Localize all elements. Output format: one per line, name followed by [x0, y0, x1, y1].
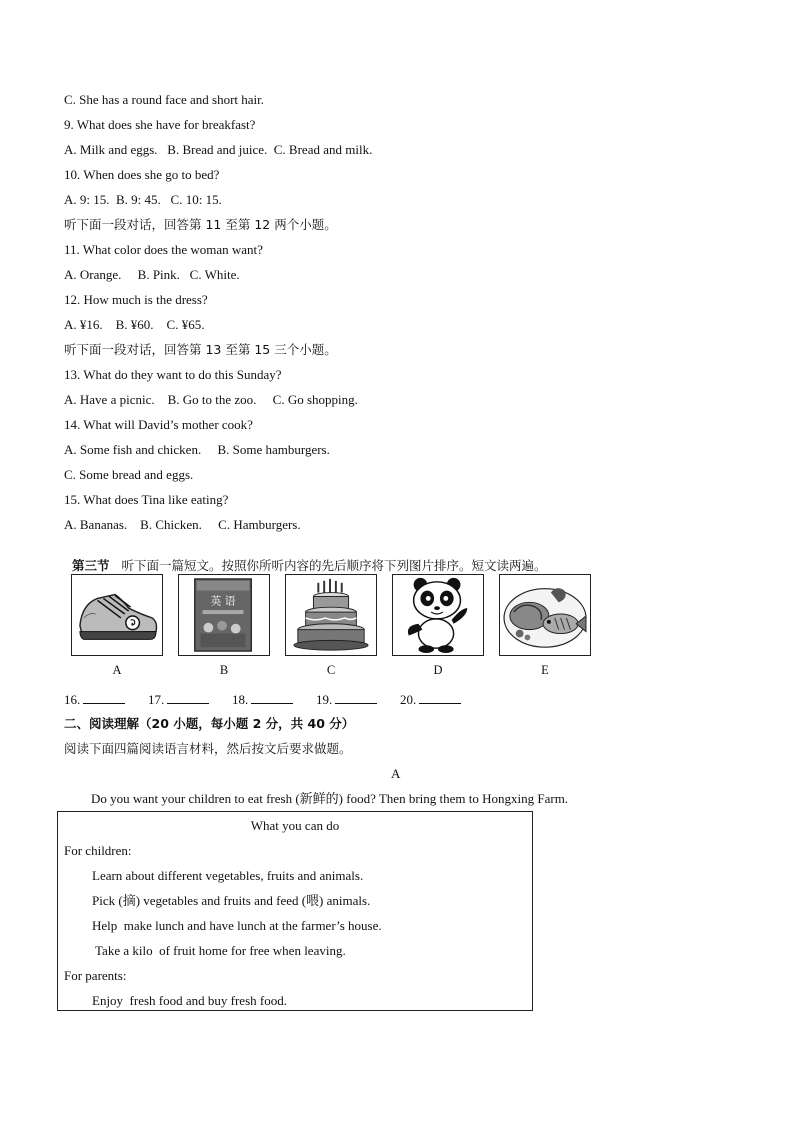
question-9: 9. What does she have for breakfast?	[64, 117, 256, 132]
blank-line[interactable]	[419, 691, 461, 704]
options-14-c: C. Some bread and eggs.	[64, 467, 194, 482]
options-9: A. Milk and eggs. B. Bread and juice. C. Bread and milk.	[64, 142, 373, 157]
blank-number: 19.	[316, 692, 333, 707]
part2-heading: 二、阅读理解（20 小题，每小题 2 分，共 40 分）	[64, 716, 355, 731]
dialogue-instruction: 听下面一段对话，回答第 13 至第 15 三个小题。	[64, 342, 337, 357]
food-plate-icon	[500, 575, 590, 655]
answer-blank-17[interactable]	[148, 691, 209, 708]
blank-line[interactable]	[167, 691, 209, 704]
blank-line[interactable]	[335, 691, 377, 704]
picture-label-c: C	[326, 663, 336, 677]
options-15: A. Bananas. B. Chicken. C. Hamburgers.	[64, 517, 301, 532]
passage-label: A	[391, 766, 401, 781]
picture-d	[392, 574, 484, 656]
question-13: 13. What do they want to do this Sunday?	[64, 367, 282, 382]
question-11: 11. What color does the woman want?	[64, 242, 263, 257]
panda-icon	[393, 575, 483, 655]
section3-instruction: 听下面一篇短文。按照你所听内容的先后顺序将下列图片排序。短文读两遍。	[121, 558, 547, 573]
english-book-icon	[179, 575, 269, 655]
option-line: C. She has a round face and short hair.	[64, 92, 265, 107]
passage-intro: Do you want your children to eat fresh (新鲜的) food? Then bring them to Hongxing Farm.	[91, 791, 569, 806]
picture-c	[285, 574, 377, 656]
options-12: A. ¥16. B. ¥60. C. ¥65.	[64, 317, 205, 332]
picture-label-d: D	[433, 663, 443, 677]
blank-line[interactable]	[251, 691, 293, 704]
list-item: Enjoy fresh food and buy fresh food.	[92, 993, 287, 1008]
sneaker-icon	[72, 575, 162, 655]
question-12: 12. How much is the dress?	[64, 292, 208, 307]
children-heading: For children:	[64, 843, 132, 858]
parents-heading: For parents:	[64, 968, 127, 983]
section3-header	[64, 542, 546, 574]
picture-a	[71, 574, 163, 656]
answer-blank-19[interactable]	[316, 691, 377, 708]
table-title: What you can do	[250, 818, 340, 833]
picture-label-b: B	[219, 663, 229, 677]
picture-b	[178, 574, 270, 656]
options-14: A. Some fish and chicken. B. Some hamburgers.	[64, 442, 330, 457]
question-15: 15. What does Tina like eating?	[64, 492, 229, 507]
picture-label-e: E	[541, 663, 549, 677]
birthday-cake-icon	[286, 575, 376, 655]
picture-label-a: A	[112, 663, 122, 677]
options-11: A. Orange. B. Pink. C. White.	[64, 267, 240, 282]
answer-blank-16[interactable]	[64, 691, 125, 708]
list-item: Help make lunch and have lunch at the farmer’s house.	[92, 918, 382, 933]
book-title: 英 语	[210, 594, 236, 608]
blank-number: 17.	[148, 692, 165, 707]
blank-number: 20.	[400, 692, 417, 707]
list-item: Take a kilo of fruit home for free when leaving.	[92, 943, 346, 958]
list-item: Pick (摘) vegetables and fruits and feed (喂) animals.	[92, 893, 371, 908]
dialogue-instruction: 听下面一段对话，回答第 11 至第 12 两个小题。	[64, 217, 337, 232]
answer-blank-20[interactable]	[400, 691, 461, 708]
farm-activity-table	[57, 811, 533, 1011]
blank-number: 16.	[64, 692, 81, 707]
list-item: Learn about different vegetables, fruits and animals.	[92, 868, 364, 883]
answer-blank-18[interactable]	[232, 691, 293, 708]
question-14: 14. What will David’s mother cook?	[64, 417, 253, 432]
picture-e	[499, 574, 591, 656]
blank-line[interactable]	[83, 691, 125, 704]
options-13: A. Have a picnic. B. Go to the zoo. C. Go shopping.	[64, 392, 358, 407]
blank-number: 18.	[232, 692, 249, 707]
section3-heading: 第三节	[71, 558, 110, 573]
question-10: 10. When does she go to bed?	[64, 167, 220, 182]
part2-instruction: 阅读下面四篇阅读语言材料，然后按文后要求做题。	[64, 741, 352, 756]
options-10: A. 9: 15. B. 9: 45. C. 10: 15.	[64, 192, 222, 207]
